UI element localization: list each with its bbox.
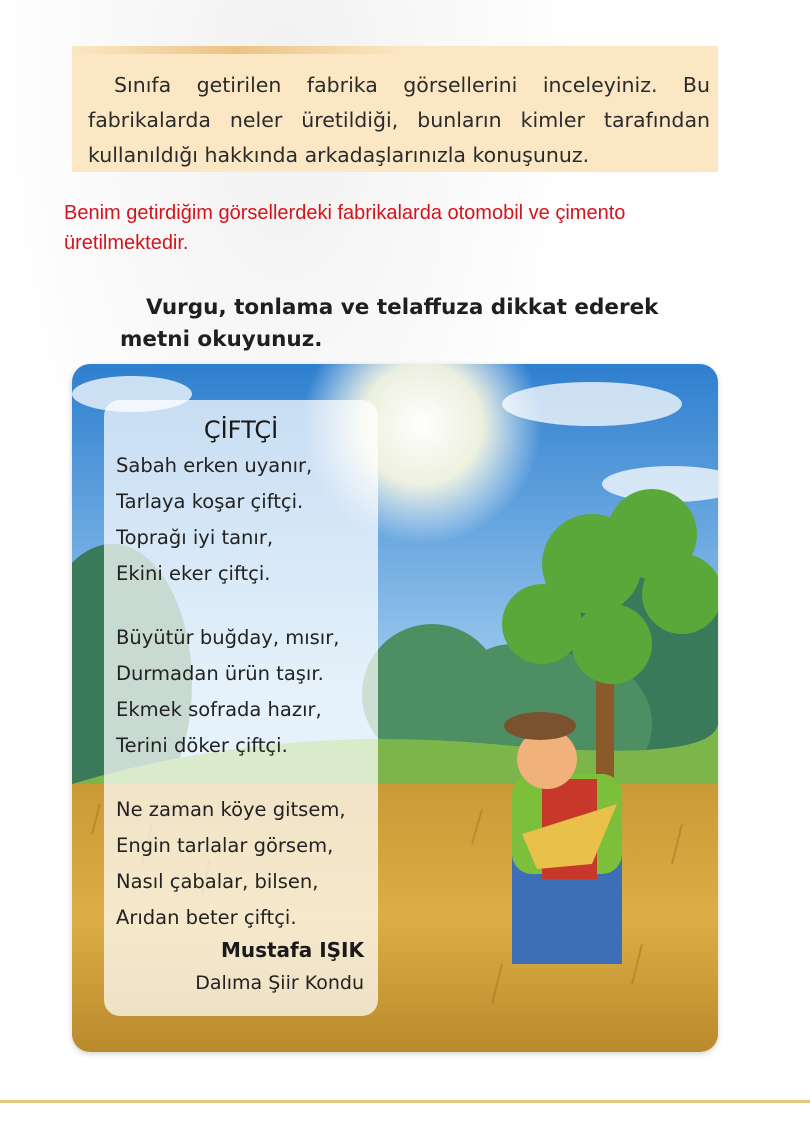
poem-line: Ekmek sofrada hazır, xyxy=(116,698,322,721)
reading-prompt: Vurgu, tonlama ve telaffuza dikkat ederek metni okuyunuz. xyxy=(120,295,659,352)
poem-line: Nasıl çabalar, bilsen, xyxy=(116,870,319,893)
poem-stanza-3 xyxy=(116,792,378,936)
poem-source: Dalıma Şiir Kondu xyxy=(195,972,364,994)
poem-line: Ekini eker çiftçi. xyxy=(116,562,271,585)
poem-line: Durmadan ürün taşır. xyxy=(116,662,324,685)
poem-line: Sabah erken uyanır, xyxy=(116,454,313,477)
poem-line: Engin tarlalar görsem, xyxy=(116,834,334,857)
answer-text: Benim getirdiğim görsellerdeki fabrikalarda otomobil ve çimento üretilmektedir. xyxy=(64,202,626,254)
instruction-box xyxy=(72,46,718,172)
instruction-box-decoration xyxy=(72,46,402,54)
poem-author: Mustafa IŞIK xyxy=(220,938,364,962)
poem-line: Tarlaya koşar çiftçi. xyxy=(116,490,304,513)
poem-line: Ne zaman köye gitsem, xyxy=(116,798,346,821)
bottom-divider xyxy=(0,1100,810,1103)
poem-line: Toprağı iyi tanır, xyxy=(116,526,274,549)
poem-line: Terini döker çiftçi. xyxy=(116,734,288,757)
poem-stanza-1 xyxy=(116,448,378,592)
poem-title: ÇİFTÇİ xyxy=(203,416,279,444)
poem-stanza-2 xyxy=(116,620,378,764)
poem-line: Büyütür buğday, mısır, xyxy=(116,626,340,649)
instruction-text: Sınıfa getirilen fabrika görsellerini inceleyiniz. Bu fabrikalarda neler üretildiği, bunların kimler tarafından kullanıldığı hakkında arkadaşlarınızla konuşunuz. xyxy=(88,73,710,167)
poem-panel xyxy=(104,400,378,1016)
poem-line: Arıdan beter çiftçi. xyxy=(116,906,297,929)
